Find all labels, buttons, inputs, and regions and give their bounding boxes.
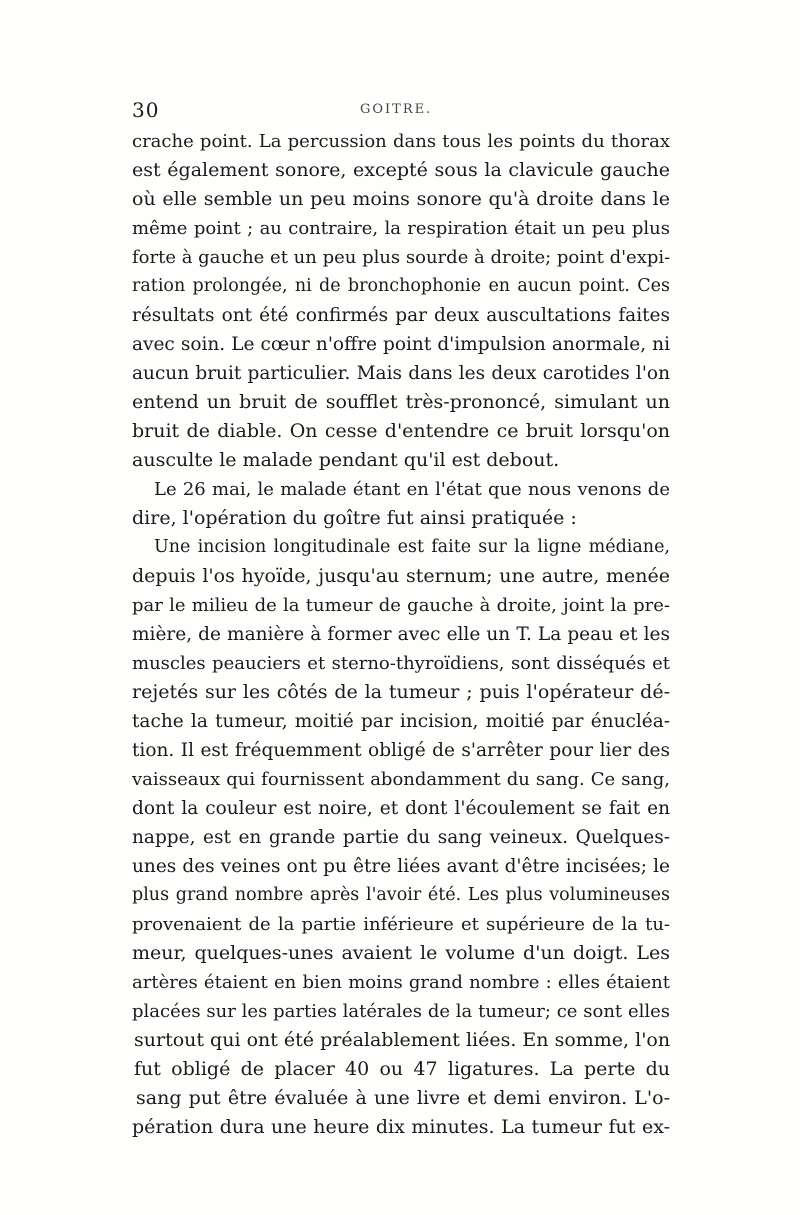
text-line: pération dura une heure dix minutes. La tumeur fut ex- bbox=[132, 1116, 670, 1138]
text-line: est également sonore, excepté sous la clavicule gauche bbox=[132, 159, 670, 181]
text-line: plus grand nombre après l'avoir été. Les plus volumineuses bbox=[132, 885, 670, 905]
text-line: aucun bruit particulier. Mais dans les deux carotides l'on bbox=[132, 363, 670, 384]
text-line: ration prolongée, ni de bronchophonie en aucun point. Ces bbox=[132, 276, 670, 296]
text-line: unes des veines ont pu être liées avant d'être incisées; le bbox=[132, 856, 670, 877]
text-line: nappe, est en grande partie du sang veineux. Quelques- bbox=[132, 827, 670, 848]
body-text bbox=[132, 127, 670, 1142]
text-line: fut obligé de placer 40 ou 47 ligatures. La perte du bbox=[134, 1058, 670, 1080]
running-head bbox=[132, 98, 670, 122]
text-line: provenaient de la partie inférieure et supérieure de la tu- bbox=[132, 914, 670, 935]
text-line: où elle semble un peu moins sonore qu'à droite dans le bbox=[132, 188, 670, 210]
running-title: GOITRE. bbox=[360, 102, 433, 117]
text-line: surtout qui ont été préalablement liées. En somme, l'on bbox=[134, 1029, 671, 1051]
text-line: même point ; au contraire, la respiration était un peu plus bbox=[132, 218, 670, 239]
text-line: crache point. La percussion dans tous les points du thorax bbox=[132, 131, 670, 152]
text-line: bruit de diable. On cesse d'entendre ce bruit lorsqu'on bbox=[132, 420, 670, 442]
text-line: depuis l'os hyoïde, jusqu'au sternum; une autre, menée bbox=[132, 565, 670, 587]
page-number: 30 bbox=[132, 98, 160, 122]
paragraph-start-line: Le 26 mai, le malade étant en l'état que nous venons de bbox=[154, 479, 670, 500]
text-line: mière, de manière à former avec elle un T. La peau et les bbox=[132, 624, 670, 645]
text-line: placées sur les parties latérales de la tumeur; ce sont elles bbox=[132, 1001, 670, 1022]
text-line: muscles peauciers et sterno-thyroïdiens, sont disséqués et bbox=[132, 653, 670, 674]
text-line: entend un bruit de soufflet très-prononcé, simulant un bbox=[132, 391, 670, 413]
text-line: vaisseaux qui fournissent abondamment du sang. Ce sang, bbox=[132, 769, 670, 790]
text-line: rejetés sur les côtés de la tumeur ; puis l'opérateur dé- bbox=[132, 681, 670, 703]
text-line: tache la tumeur, moitié par incision, moitié par énucléa- bbox=[132, 711, 670, 732]
text-line: meur, quelques-unes avaient le volume d'un doigt. Les bbox=[132, 942, 670, 964]
text-line: sang put être évaluée à une livre et demi environ. L'o- bbox=[136, 1087, 670, 1109]
text-line: avec soin. Le cœur n'offre point d'impulsion anormale, ni bbox=[132, 334, 670, 355]
text-line: dire, l'opération du goître fut ainsi pratiquée : bbox=[132, 507, 577, 529]
text-line: forte à gauche et un peu plus sourde à droite; point d'expi- bbox=[132, 247, 671, 268]
paragraph-start-line: Une incision longitudinale est faite sur la ligne médiane, bbox=[154, 537, 670, 557]
text-line: par le milieu de la tumeur de gauche à droite, joint la pre- bbox=[132, 595, 670, 616]
text-line: ausculte le malade pendant qu'il est debout. bbox=[132, 449, 560, 471]
text-line: tion. Il est fréquemment obligé de s'arrêter pour lier des bbox=[132, 740, 670, 761]
text-line: dont la couleur est noire, et dont l'écoulement se fait en bbox=[132, 798, 670, 819]
text-line: artères étaient en bien moins grand nombre : elles étaient bbox=[132, 972, 670, 993]
text-line: résultats ont été confirmés par deux auscultations faites bbox=[132, 305, 670, 326]
